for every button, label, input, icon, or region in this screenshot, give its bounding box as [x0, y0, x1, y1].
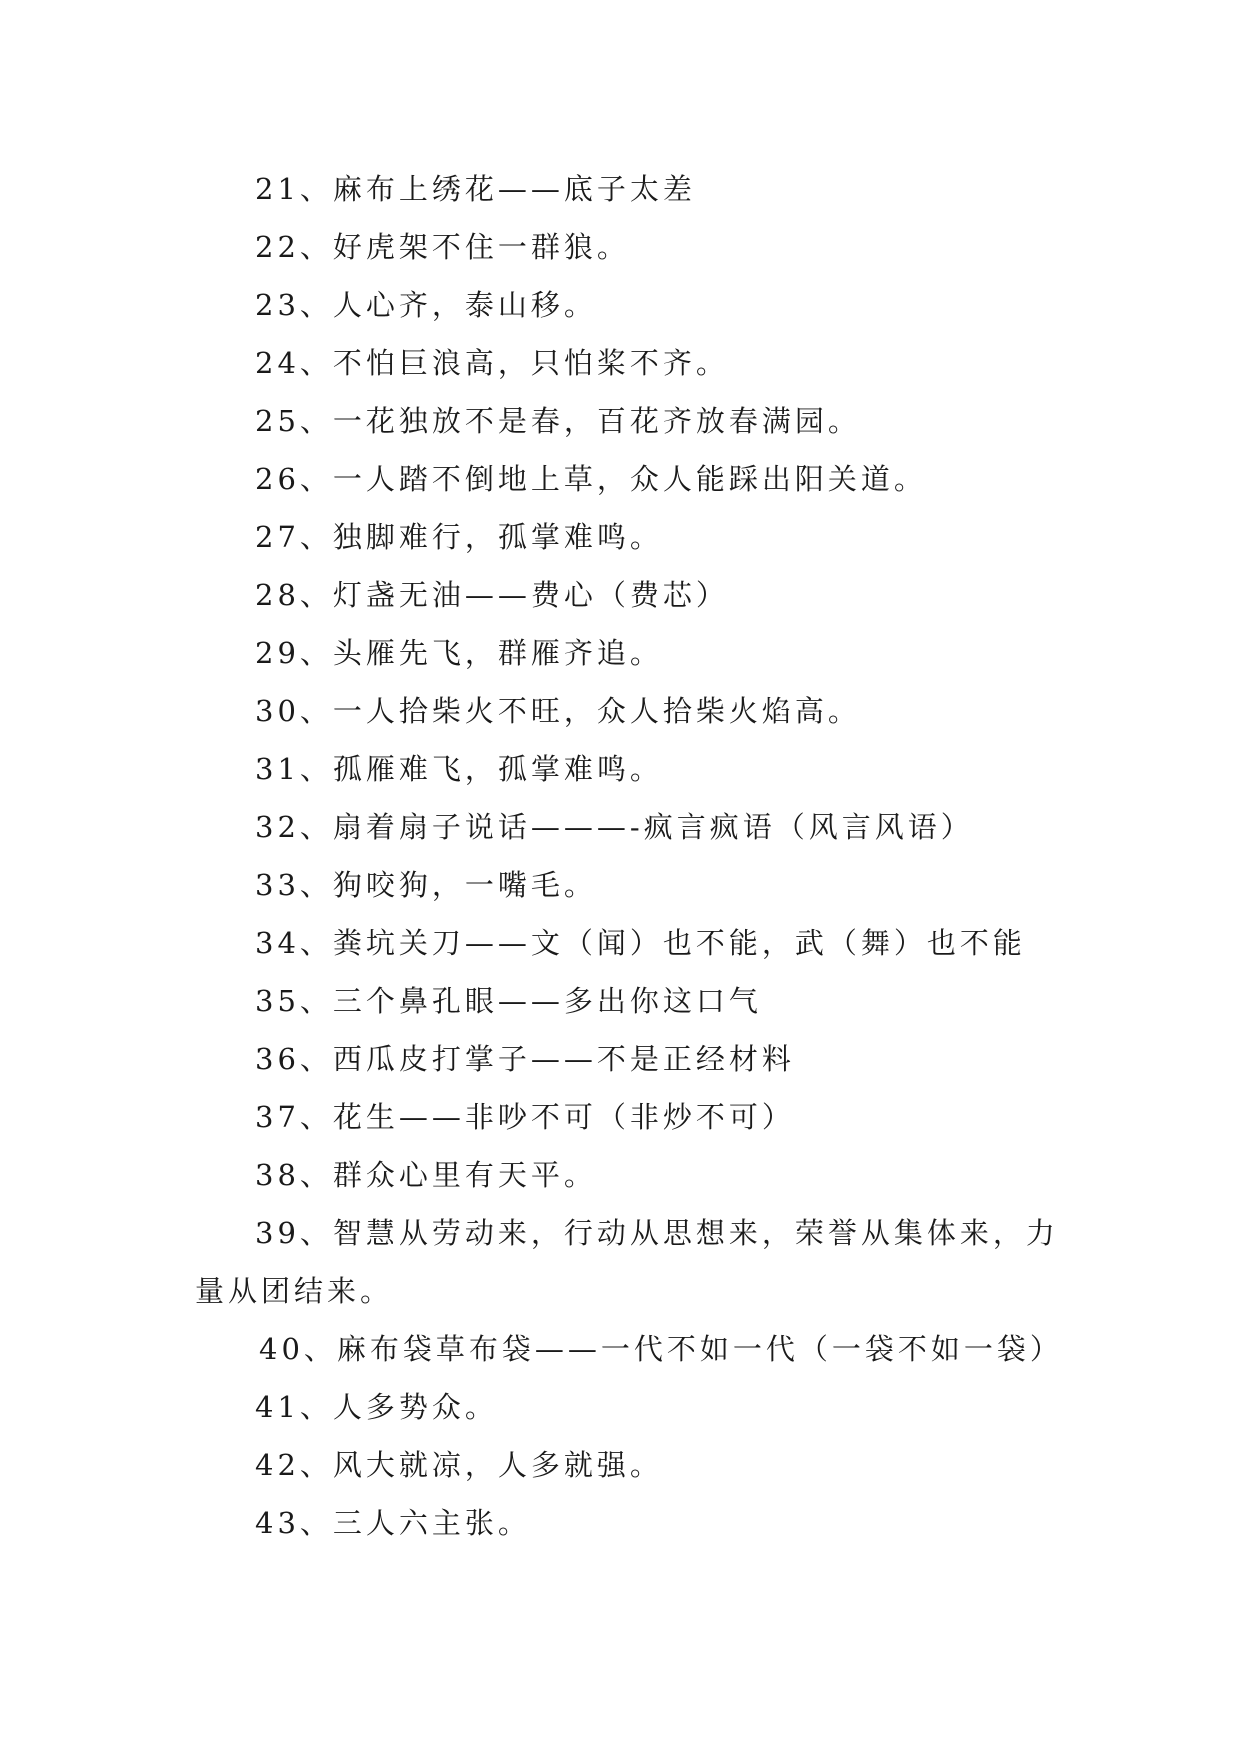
proverb-list: [195, 160, 1075, 1552]
list-item: 26、一人踏不倒地上草，众人能踩出阳关道。: [255, 462, 927, 496]
list-item: 27、独脚难行，孤掌难鸣。: [255, 520, 663, 554]
list-item: 37、花生——非吵不可（非炒不可）: [255, 1100, 795, 1134]
list-item: 31、孤雁难飞，孤掌难鸣。: [255, 752, 663, 786]
list-item: 43、三人六主张。: [255, 1506, 531, 1540]
list-item: 29、头雁先飞，群雁齐追。: [255, 636, 663, 670]
list-item: 36、西瓜皮打掌子——不是正经材料: [255, 1042, 795, 1076]
list-item: 21、麻布上绣花——底子太差: [255, 172, 696, 206]
list-item: 23、人心齐，泰山移。: [255, 288, 597, 322]
list-item: 24、不怕巨浪高，只怕桨不齐。: [255, 346, 729, 380]
list-item: 38、群众心里有天平。: [255, 1158, 597, 1192]
list-item: 25、一花独放不是春，百花齐放春满园。: [255, 404, 861, 438]
list-item: 30、一人拾柴火不旺，众人拾柴火焰高。: [255, 694, 861, 728]
list-item: 22、好虎架不住一群狼。: [255, 230, 630, 264]
list-item: 28、灯盏无油——费心（费芯）: [255, 578, 729, 612]
list-item: 39、智慧从劳动来，行动从思想来，荣誉从集体来，力量从团结来。: [195, 1216, 1059, 1308]
list-item: 40、麻布袋草布袋——一代不如一代（一袋不如一袋）: [259, 1332, 1063, 1366]
list-item: 34、粪坑关刀——文（闻）也不能，武（舞）也不能: [255, 926, 1026, 960]
list-item: 35、三个鼻孔眼——多出你这口气: [255, 984, 762, 1018]
list-item: 42、风大就凉，人多就强。: [255, 1448, 663, 1482]
list-item: 33、狗咬狗，一嘴毛。: [255, 868, 597, 902]
list-item: 41、人多势众。: [255, 1390, 498, 1424]
list-item: 32、扇着扇子说话———-疯言疯语（风言风语）: [255, 810, 974, 844]
